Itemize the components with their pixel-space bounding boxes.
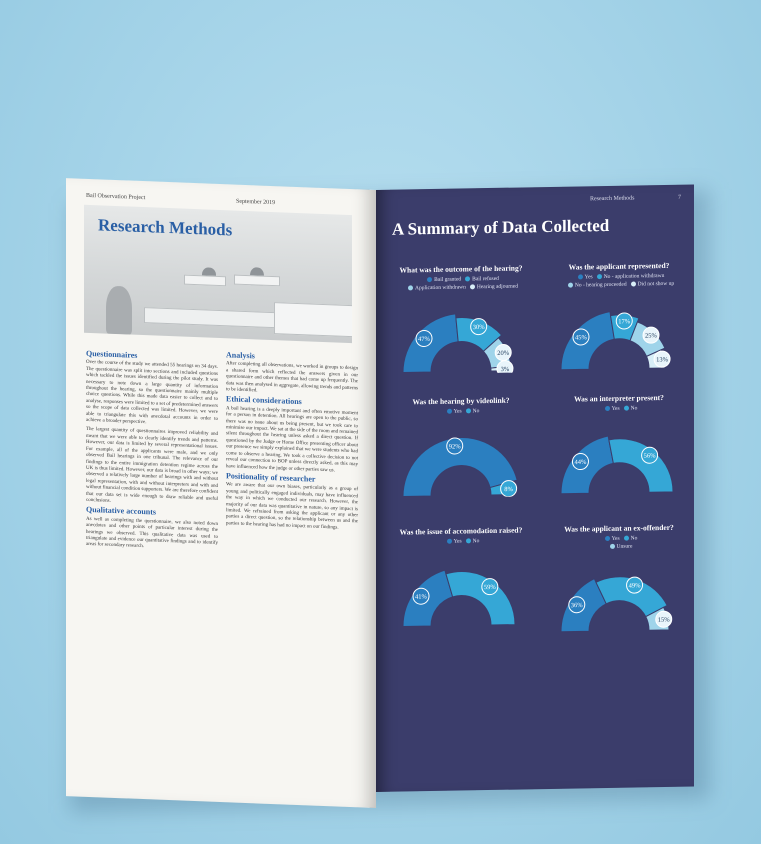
legend-swatch xyxy=(568,283,573,288)
header-section: Research Methods xyxy=(590,195,635,203)
legend-swatch xyxy=(578,275,583,280)
legend-label: No - application withdrawn xyxy=(603,272,665,281)
text-column-right xyxy=(226,350,358,535)
chart-svg xyxy=(391,418,531,498)
legend-label: Bail refused xyxy=(472,275,499,283)
section-text: The largest quantity of questionnaires improved reliability and meant that we were able to clearly identify trends and patterns. However, our data is limited by several representational issues. For example, all of the applicants were male, and we only observed Bail hearings in one tribunal. The relevance of our findings to the entire immigration detention regime across the UK is thus limited. However, our data is broad in other ways; we observed a relatively large number of hearings with and without legal representation, with and without interpreters and with and without financial condition supporters. We are therefore confident that our data set is wide enough to draw reliable and useful conclusions. xyxy=(86,427,218,504)
chart-title: Was the applicant represented? xyxy=(568,260,670,272)
chart-svg xyxy=(549,292,689,372)
value-label: 17% xyxy=(618,318,631,326)
value-label: 13% xyxy=(656,356,669,364)
legend-swatch xyxy=(408,286,413,291)
legend-swatch xyxy=(624,536,629,541)
legend-label: Hearing adjourned xyxy=(476,283,518,291)
chart-title: What was the outcome of the hearing? xyxy=(399,263,523,275)
legend-label: Unsure xyxy=(616,543,633,550)
ring-chart xyxy=(544,260,694,372)
legend-swatch xyxy=(610,544,615,549)
value-label: 49% xyxy=(628,582,641,590)
chart-legend xyxy=(386,406,536,417)
chart-title: Was an interpreter present? xyxy=(574,392,664,404)
chart-legend xyxy=(544,403,694,414)
section-text: After completing all observations, we worked in groups to design a shared form which reflected the answers given in our questionnaire and other themes that had come up frequently. The data was then analysed in aggregate, allowing trends and patterns to be identified. xyxy=(226,361,358,394)
chart-legend xyxy=(386,274,536,293)
section-heading: Questionnaires xyxy=(86,348,138,360)
page-number: 7 xyxy=(678,194,681,201)
legend-swatch xyxy=(466,409,471,414)
legend-label: Did not show up xyxy=(637,280,675,288)
chart-title: Was the applicant an ex-offender? xyxy=(564,522,674,534)
legend-label: Application withdrawn xyxy=(415,284,466,292)
legend-label: Yes xyxy=(453,408,462,415)
section-text: A bail hearing is a deeply important and often emotive moment for a person in detention. All hearings are open to the public, so there was no issue about us being present, but we took care to minimise our impact. We sat at the side of the room and remained silent throughout the hearing unless asked a direct question. If questioned by the Judge or Home Office presenting officer about our presence we simply explained that we were students who had come to observe a hearing. We took a collective decision to not reveal our connection to BOP unless directly asked, as this may have influenced how the judge or other parties saw us. xyxy=(226,406,358,473)
value-label: 56% xyxy=(643,452,656,460)
ring-chart xyxy=(386,263,536,375)
ring-chart xyxy=(386,395,536,499)
legend-swatch xyxy=(624,406,629,411)
legend-swatch xyxy=(605,536,610,541)
chart-svg xyxy=(391,548,531,628)
section-text: As well as completing the questionnaire, we also noted down anecdotes and other points of particular interest during the hearings we observed. This qualitative data was used to triangulate and evidence our quantitative findings and to identify areas for secondary research. xyxy=(86,516,218,550)
section-text: Over the course of the study we attended 55 hearings on 34 days. The questionnaire was split into sections and included questions which tackled the issues identified during the pilot study. It was necessary to note down a large quantity of information throughout the hearing, so the questionnaire mainly multiple choice questions. While this made data easier to collect and to analyse, responses were limited to a set of predetermined answers so the scope of data collected was limited. However, we were able to triangulate this with anecdotal accounts in order to achieve a broader perspective. xyxy=(86,360,218,426)
header-date: September 2019 xyxy=(236,198,276,207)
legend-label: Bail granted xyxy=(434,276,462,283)
section-heading: Qualitative accounts xyxy=(86,505,156,517)
right-page xyxy=(376,184,694,792)
section-heading: Positionality of researcher xyxy=(226,471,316,484)
legend-label: Yes xyxy=(611,535,620,542)
meeting-room-photo xyxy=(84,205,352,343)
value-label: 36% xyxy=(570,602,583,610)
legend-swatch xyxy=(470,285,475,290)
legend-label: No xyxy=(630,535,638,542)
value-label: 59% xyxy=(483,583,496,592)
legend-swatch xyxy=(597,274,602,279)
value-label: 41% xyxy=(415,593,427,601)
value-label: 25% xyxy=(645,332,657,340)
section-text: We are aware that our own biases, particularly as a group of young and politically engaged individuals, may have influenced the way in which we conducted our research. However, the majority of our data was quantitative in nature, so any impact is limited. We refrained from asking the applicant or any other parties a direct question, so the relationship between us and the parties to the hearing has had no impact on our findings. xyxy=(226,482,358,531)
legend-label: No xyxy=(472,538,480,545)
legend-swatch xyxy=(631,282,636,287)
ring-chart xyxy=(386,525,536,629)
value-label: 8% xyxy=(504,485,513,494)
ring-segment xyxy=(446,571,515,626)
legend-label: Yes xyxy=(453,538,462,545)
legend-label: No - hearing proceeded xyxy=(574,281,627,289)
legend-swatch xyxy=(447,539,452,544)
chart-legend xyxy=(544,533,694,552)
value-label: 44% xyxy=(574,458,587,467)
chart-svg xyxy=(549,554,689,634)
legend-swatch xyxy=(605,406,610,411)
chart-svg xyxy=(391,294,531,374)
section-heading: Ethical considerations xyxy=(226,394,302,407)
ring-chart xyxy=(544,522,694,634)
value-label: 30% xyxy=(472,323,485,332)
legend-label: Yes xyxy=(584,274,593,281)
ring-segment xyxy=(609,438,673,493)
legend-swatch xyxy=(465,277,470,282)
legend-swatch xyxy=(466,539,471,544)
value-label: 92% xyxy=(448,443,461,451)
summary-title: A Summary of Data Collected xyxy=(392,215,610,239)
legend-swatch xyxy=(447,409,452,414)
value-label: 3% xyxy=(500,366,510,374)
legend-label: No xyxy=(472,408,480,415)
ring-chart xyxy=(544,392,694,496)
chart-legend xyxy=(544,271,694,290)
value-label: 20% xyxy=(497,349,510,358)
value-label: 15% xyxy=(657,616,670,624)
text-column-left xyxy=(86,349,218,557)
chart-svg xyxy=(549,416,689,496)
chart-legend xyxy=(386,536,536,547)
page-title: Research Methods xyxy=(98,215,233,240)
legend-label: No xyxy=(630,405,638,412)
chart-title: Was the issue of accomodation raised? xyxy=(399,525,523,537)
header-project-name: Bail Observation Project xyxy=(86,192,146,202)
value-label: 45% xyxy=(575,334,587,342)
legend-label: Yes xyxy=(611,405,620,412)
value-label: 47% xyxy=(418,335,430,344)
left-page xyxy=(66,178,376,808)
chart-title: Was the hearing by videolink? xyxy=(412,395,510,407)
section-heading: Analysis xyxy=(226,350,255,361)
legend-swatch xyxy=(427,277,432,282)
